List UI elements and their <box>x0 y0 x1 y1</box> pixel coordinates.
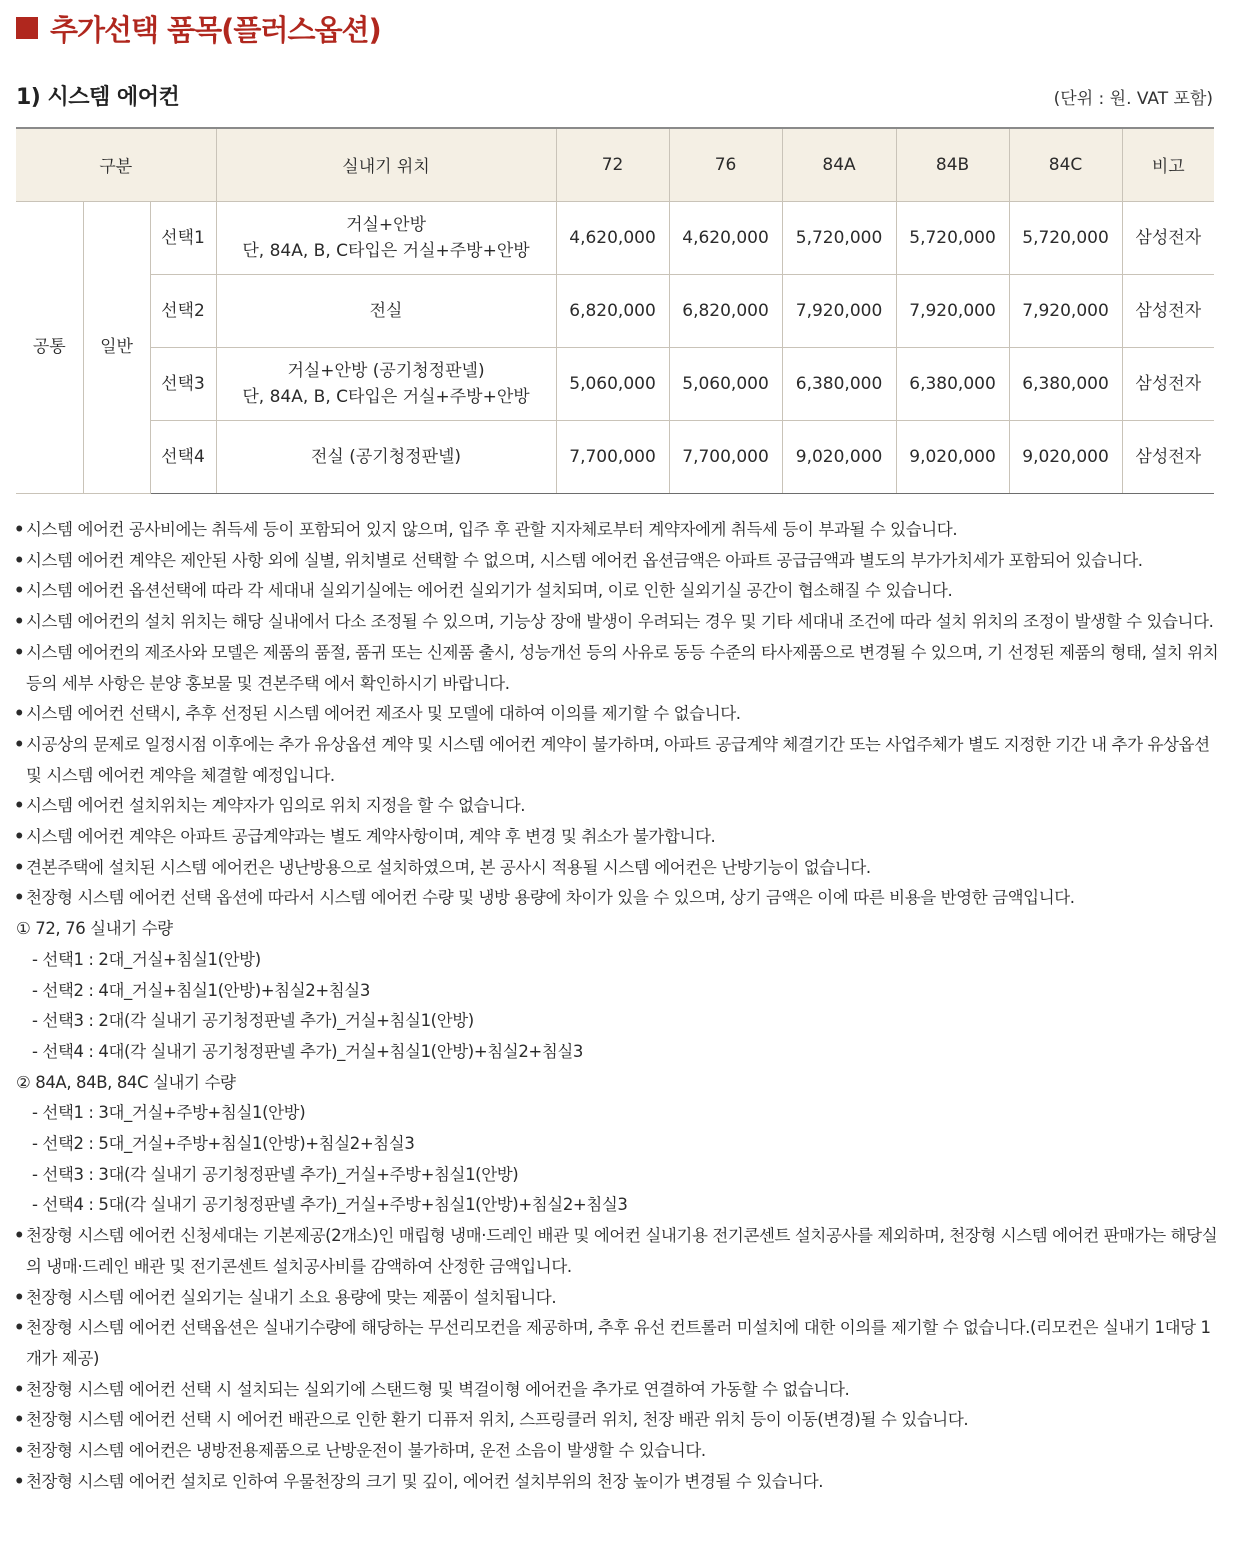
price-72: 5,060,000 <box>556 347 669 420</box>
group-common: 공통 <box>16 201 83 493</box>
note-text: 천장형 시스템 에어컨 선택 시 설치되는 실외기에 스탠드형 및 벽걸이형 에어컨을 추가로 연결하여 가동할 수 없습니다. <box>26 1379 850 1399</box>
note-text: 시스템 에어컨 계약은 제안된 사항 외에 실별, 위치별로 선택할 수 없으며, 시스템 에어컨 옵션금액은 아파트 공급금액과 별도의 부가가치세가 포함되어 있습니다. <box>26 550 1143 570</box>
note-text: 시스템 에어컨 공사비에는 취득세 등이 포함되어 있지 않으며, 입주 후 관할 지자체로부터 계약자에게 취득세 등이 부과될 수 있습니다. <box>26 520 958 539</box>
quantity-item: - 선택2 : 5대_거실+주방+침실1(안방)+침실2+침실3 <box>32 1134 415 1154</box>
page-title-text: 추가선택 품목(플러스옵션) <box>50 12 381 47</box>
quantity-item: - 선택2 : 4대_거실+침실1(안방)+침실2+침실3 <box>32 980 370 1000</box>
bullet-icon: • <box>14 734 25 754</box>
bullet-icon: • <box>14 550 25 570</box>
note-text: 시스템 에어컨 계약은 아파트 공급계약과는 별도 계약사항이며, 계약 후 변경 및 취소가 불가합니다. <box>26 827 716 847</box>
group-general: 일반 <box>83 201 150 493</box>
note-item <box>14 546 1220 577</box>
note-text: 천장형 시스템 에어컨 선택 옵션에 따라서 시스템 에어컨 수량 및 냉방 용량에 차이가 있을 수 있으며, 상기 금액은 이에 따른 비용을 반영한 금액입니다. <box>26 888 1075 908</box>
table-header-row <box>16 128 1214 201</box>
note-text: 시공상의 문제로 일정시점 이후에는 추가 유상옵션 계약 및 시스템 에어컨 계약이 불가하며, 아파트 공급계약 체결기간 또는 사업주체가 별도 지정한 기간 내 추가 유상옵션 및 시스템 에어컨 계약을 체결할 예정입니다. <box>26 734 1210 785</box>
unit-note: (단위 : 원. VAT 포함) <box>1053 89 1213 109</box>
bullet-icon: • <box>14 1318 25 1338</box>
price-72: 4,620,000 <box>556 201 669 274</box>
table-row <box>16 274 1214 347</box>
bullet-icon: • <box>14 857 25 877</box>
note-text: 천장형 시스템 에어컨 설치로 인하여 우물천장의 크기 및 깊이, 에어컨 설치부위의 천장 높이가 변경될 수 있습니다. <box>26 1471 824 1491</box>
notes-section <box>14 515 1220 1498</box>
location-line: 전실 <box>369 300 403 321</box>
note-item <box>14 730 1220 791</box>
note-text: 천장형 시스템 에어컨 신청세대는 기본제공(2개소)인 매립형 냉매·드레인 배관 및 에어컨 실내기용 전기콘센트 설치공사를 제외하며, 천장형 시스템 에어컨 판매가는 해당실의 냉매·드레인 배관 및 전기콘센트 설치공사비를 감액하여 산정한 금액입니다. <box>26 1226 1218 1276</box>
note-item <box>14 1375 1220 1406</box>
price-table <box>16 127 1214 494</box>
option-label: 선택3 <box>150 347 216 420</box>
header-category: 구분 <box>16 128 216 201</box>
bullet-icon: • <box>14 520 25 539</box>
quantity-item: - 선택1 : 2대_거실+침실1(안방) <box>32 949 261 969</box>
location-cell <box>216 274 556 347</box>
quantity-item: - 선택3 : 2대(각 실내기 공기청정판넬 추가)_거실+침실1(안방) <box>32 1011 474 1031</box>
note-item <box>14 853 1220 884</box>
note-item <box>14 638 1220 699</box>
price-84b: 5,720,000 <box>896 201 1009 274</box>
bullet-icon: • <box>14 796 25 816</box>
quantity-heading-84: ② 84A, 84B, 84C 실내기 수량 <box>16 1072 236 1092</box>
header-type-76: 76 <box>669 128 782 201</box>
bullet-icon: • <box>14 612 25 632</box>
price-76: 7,700,000 <box>669 420 782 493</box>
note-text: 천장형 시스템 에어컨 선택 시 에어컨 배관으로 인한 환기 디퓨저 위치, 스프링클러 위치, 천장 배관 위치 등이 이동(변경)될 수 있습니다. <box>26 1410 969 1430</box>
location-line: 전실 (공기청정판넬) <box>311 446 462 467</box>
price-72: 6,820,000 <box>556 274 669 347</box>
square-bullet-icon <box>16 17 38 39</box>
quantity-item: - 선택4 : 4대(각 실내기 공기청정판넬 추가)_거실+침실1(안방)+침실2+침실3 <box>32 1041 584 1061</box>
section-title: 1) 시스템 에어컨 <box>16 85 180 110</box>
maker-note: 삼성전자 <box>1122 347 1214 420</box>
note-item <box>14 883 1220 914</box>
price-84c: 7,920,000 <box>1009 274 1122 347</box>
quantity-item: - 선택1 : 3대_거실+주방+침실1(안방) <box>32 1103 306 1123</box>
maker-note: 삼성전자 <box>1122 201 1214 274</box>
bullet-icon: • <box>14 1441 25 1461</box>
bullet-icon: • <box>14 888 25 908</box>
price-84b: 9,020,000 <box>896 420 1009 493</box>
bullet-icon: • <box>14 581 25 601</box>
table-row <box>16 420 1214 493</box>
note-text: 시스템 에어컨 선택시, 추후 선정된 시스템 에어컨 제조사 및 모델에 대하여 이의를 제기할 수 없습니다. <box>26 704 741 724</box>
note-item <box>14 1405 1220 1436</box>
price-84a: 9,020,000 <box>782 420 896 493</box>
note-item <box>14 791 1220 822</box>
note-item <box>14 822 1220 853</box>
table-row <box>16 347 1214 420</box>
note-text: 천장형 시스템 에어컨 실외기는 실내기 소요 용량에 맞는 제품이 설치됩니다. <box>26 1287 557 1307</box>
note-item <box>14 699 1220 730</box>
note-item <box>14 1467 1220 1498</box>
header-location: 실내기 위치 <box>216 128 556 201</box>
location-condition: 단, 84A, B, C타입은 거실+주방+안방 <box>242 386 530 407</box>
note-item <box>14 515 1220 546</box>
note-item <box>14 576 1220 607</box>
note-text: 견본주택에 설치된 시스템 에어컨은 냉난방용으로 설치하였으며, 본 공사시 적용될 시스템 에어컨은 난방기능이 없습니다. <box>26 857 871 877</box>
location-cell <box>216 420 556 493</box>
note-item <box>14 1221 1220 1282</box>
bullet-icon: • <box>14 1471 25 1491</box>
header-note: 비고 <box>1122 128 1214 201</box>
price-76: 4,620,000 <box>669 201 782 274</box>
location-condition: 단, 84A, B, C타입은 거실+주방+안방 <box>242 240 530 261</box>
quantity-item: - 선택3 : 3대(각 실내기 공기청정판넬 추가)_거실+주방+침실1(안방) <box>32 1164 519 1184</box>
maker-note: 삼성전자 <box>1122 274 1214 347</box>
bullet-icon: • <box>14 1410 25 1430</box>
option-label: 선택2 <box>150 274 216 347</box>
price-84b: 6,380,000 <box>896 347 1009 420</box>
bullet-icon: • <box>14 642 25 662</box>
location-line: 거실+안방 <box>346 214 426 235</box>
bullet-icon: • <box>14 1226 25 1246</box>
quantity-item: - 선택4 : 5대(각 실내기 공기청정판넬 추가)_거실+주방+침실1(안방)+침실2+침실3 <box>32 1195 628 1215</box>
note-text: 천장형 시스템 에어컨 선택옵션은 실내기수량에 해당하는 무선리모컨을 제공하며, 추후 유선 컨트롤러 미설치에 대한 이의를 제기할 수 없습니다.(리모컨은 실내기 1대당 1개가 제공) <box>26 1318 1211 1368</box>
price-84a: 6,380,000 <box>782 347 896 420</box>
header-type-84b: 84B <box>896 128 1009 201</box>
note-item <box>14 607 1220 638</box>
bullet-icon: • <box>14 1287 25 1307</box>
bullet-icon: • <box>14 1379 25 1399</box>
note-text: 시스템 에어컨의 설치 위치는 해당 실내에서 다소 조정될 수 있으며, 기능상 장애 발생이 우려되는 경우 및 기타 세대내 조건에 따라 설치 위치의 조정이 발생할 수 있습니다. <box>26 612 1214 632</box>
header-type-84a: 84A <box>782 128 896 201</box>
note-text: 천장형 시스템 에어컨은 냉방전용제품으로 난방운전이 불가하며, 운전 소음이 발생할 수 있습니다. <box>26 1441 706 1461</box>
note-text: 시스템 에어컨 옵션선택에 따라 각 세대내 실외기실에는 에어컨 실외기가 설치되며, 이로 인한 실외기실 공간이 협소해질 수 있습니다. <box>26 581 953 601</box>
price-84c: 9,020,000 <box>1009 420 1122 493</box>
price-84b: 7,920,000 <box>896 274 1009 347</box>
page-title <box>16 8 381 48</box>
header-type-84c: 84C <box>1009 128 1122 201</box>
location-cell <box>216 347 556 420</box>
maker-note: 삼성전자 <box>1122 420 1214 493</box>
note-text: 시스템 에어컨 설치위치는 계약자가 임의로 위치 지정을 할 수 없습니다. <box>26 796 526 816</box>
bullet-icon: • <box>14 704 25 724</box>
note-text: 시스템 에어컨의 제조사와 모델은 제품의 품절, 품귀 또는 신제품 출시, 성능개선 등의 사유로 동등 수준의 타사제품으로 변경될 수 있으며, 기 선정된 제품의 형태, 설치 위치 등의 세부 사항은 분양 홍보물 및 견본주택 에서 확인하시기 바랍니다. <box>26 642 1219 693</box>
price-72: 7,700,000 <box>556 420 669 493</box>
price-84a: 5,720,000 <box>782 201 896 274</box>
bullet-icon: • <box>14 827 25 847</box>
note-item <box>14 1313 1220 1374</box>
note-item <box>14 1436 1220 1467</box>
table-row <box>16 201 1214 274</box>
price-76: 6,820,000 <box>669 274 782 347</box>
option-label: 선택4 <box>150 420 216 493</box>
option-label: 선택1 <box>150 201 216 274</box>
note-item <box>14 1283 1220 1314</box>
price-84c: 5,720,000 <box>1009 201 1122 274</box>
location-line: 거실+안방 (공기청정판넬) <box>287 360 485 381</box>
price-84c: 6,380,000 <box>1009 347 1122 420</box>
header-type-72: 72 <box>556 128 669 201</box>
location-cell <box>216 201 556 274</box>
price-84a: 7,920,000 <box>782 274 896 347</box>
quantity-heading-72-76: ① 72, 76 실내기 수량 <box>16 919 173 939</box>
price-76: 5,060,000 <box>669 347 782 420</box>
